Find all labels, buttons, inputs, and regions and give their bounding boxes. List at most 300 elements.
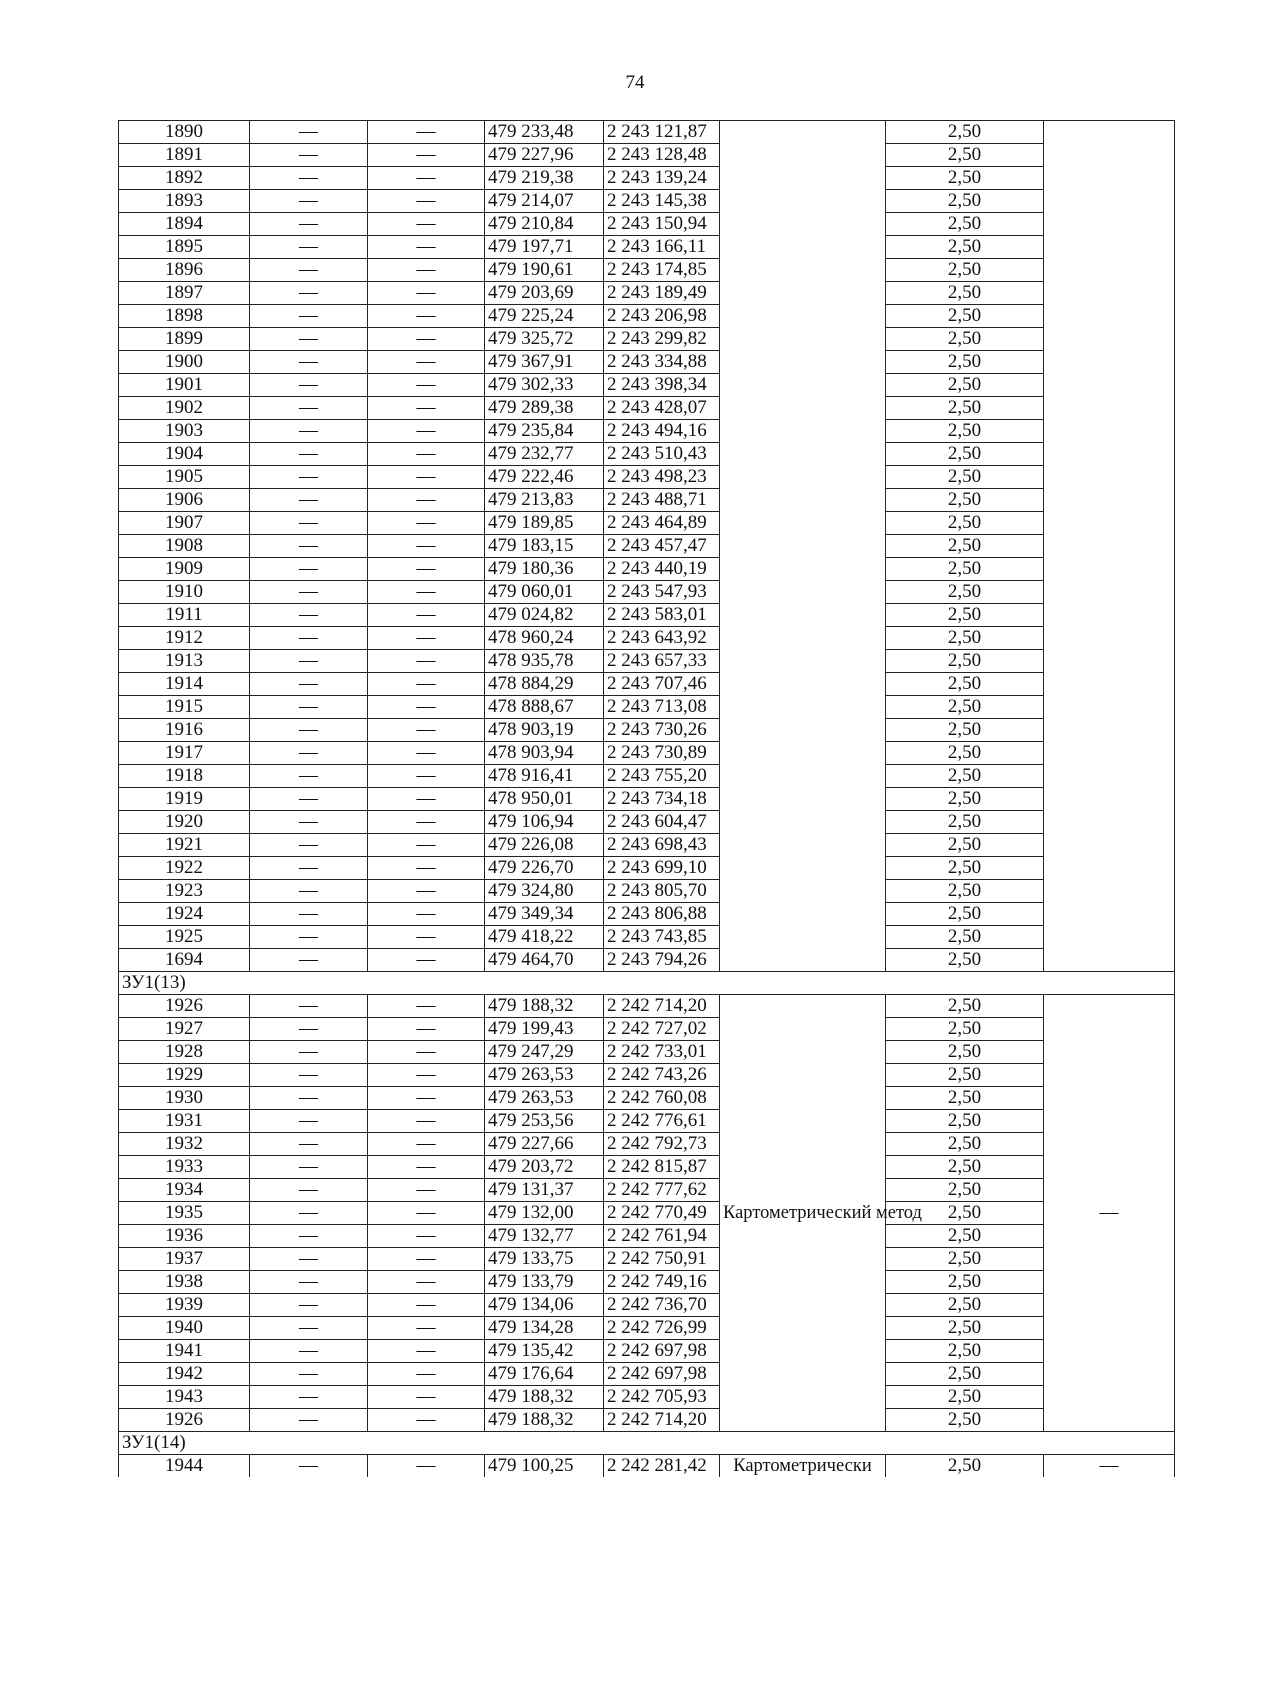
old-y-cell: —	[368, 374, 485, 397]
table-row	[119, 995, 1175, 1018]
old-x-cell: —	[250, 765, 368, 788]
new-y-cell: 2 242 705,93	[604, 1386, 720, 1409]
new-x-cell: 479 263,53	[485, 1087, 604, 1110]
new-y-cell: 2 242 733,01	[604, 1041, 720, 1064]
old-y-cell: —	[368, 144, 485, 167]
new-x-cell: 479 199,43	[485, 1018, 604, 1041]
accuracy-cell: 2,50	[886, 1202, 1044, 1225]
old-x-cell: —	[250, 926, 368, 949]
old-x-cell: —	[250, 811, 368, 834]
new-x-cell: 479 253,56	[485, 1110, 604, 1133]
old-x-cell: —	[250, 696, 368, 719]
new-x-cell: 479 203,72	[485, 1156, 604, 1179]
point-number-cell: 1920	[119, 811, 250, 834]
old-x-cell: —	[250, 558, 368, 581]
accuracy-cell: 2,50	[886, 489, 1044, 512]
table-row	[119, 397, 1175, 420]
new-y-cell: 2 243 698,43	[604, 834, 720, 857]
old-y-cell: —	[368, 236, 485, 259]
point-number-cell: 1926	[119, 995, 250, 1018]
old-y-cell: —	[368, 1248, 485, 1271]
old-y-cell: —	[368, 1225, 485, 1248]
new-y-cell: 2 242 749,16	[604, 1271, 720, 1294]
new-y-cell: 2 243 699,10	[604, 857, 720, 880]
old-y-cell: —	[368, 1317, 485, 1340]
point-number-cell: 1907	[119, 512, 250, 535]
old-y-cell: —	[368, 673, 485, 696]
new-y-cell: 2 242 776,61	[604, 1110, 720, 1133]
table-row	[119, 213, 1175, 236]
old-x-cell: —	[250, 1294, 368, 1317]
note-cell	[1044, 121, 1175, 972]
old-x-cell: —	[250, 1363, 368, 1386]
point-number-cell: 1928	[119, 1041, 250, 1064]
old-y-cell: —	[368, 1064, 485, 1087]
point-number-cell: 1941	[119, 1340, 250, 1363]
accuracy-cell: 2,50	[886, 719, 1044, 742]
new-y-cell: 2 243 604,47	[604, 811, 720, 834]
accuracy-cell: 2,50	[886, 995, 1044, 1018]
point-number-cell: 1921	[119, 834, 250, 857]
old-x-cell: —	[250, 213, 368, 236]
table-row	[119, 512, 1175, 535]
accuracy-cell: 2,50	[886, 1087, 1044, 1110]
new-x-cell: 479 024,82	[485, 604, 604, 627]
old-y-cell: —	[368, 1179, 485, 1202]
old-y-cell: —	[368, 926, 485, 949]
table-row	[119, 1202, 1175, 1225]
old-y-cell: —	[368, 512, 485, 535]
point-number-cell: 1936	[119, 1225, 250, 1248]
new-x-cell: 479 227,96	[485, 144, 604, 167]
accuracy-cell: 2,50	[886, 926, 1044, 949]
table-row	[119, 1133, 1175, 1156]
old-y-cell: —	[368, 788, 485, 811]
new-y-cell: 2 243 299,82	[604, 328, 720, 351]
old-y-cell: —	[368, 259, 485, 282]
table-row	[119, 535, 1175, 558]
accuracy-cell: 2,50	[886, 420, 1044, 443]
table-row	[119, 857, 1175, 880]
point-number-cell: 1906	[119, 489, 250, 512]
old-x-cell: —	[250, 742, 368, 765]
accuracy-cell: 2,50	[886, 1455, 1044, 1478]
new-x-cell: 479 135,42	[485, 1340, 604, 1363]
new-x-cell: 478 888,67	[485, 696, 604, 719]
old-y-cell: —	[368, 834, 485, 857]
table-row	[119, 1363, 1175, 1386]
old-y-cell: —	[368, 1386, 485, 1409]
old-y-cell: —	[368, 443, 485, 466]
old-x-cell: —	[250, 903, 368, 926]
accuracy-cell: 2,50	[886, 328, 1044, 351]
point-number-cell: 1911	[119, 604, 250, 627]
table-row	[119, 1271, 1175, 1294]
point-number-cell: 1891	[119, 144, 250, 167]
old-y-cell: —	[368, 995, 485, 1018]
new-x-cell: 479 233,48	[485, 121, 604, 144]
accuracy-cell: 2,50	[886, 765, 1044, 788]
old-y-cell: —	[368, 420, 485, 443]
old-y-cell: —	[368, 1294, 485, 1317]
table-row	[119, 328, 1175, 351]
accuracy-cell: 2,50	[886, 1386, 1044, 1409]
new-x-cell: 479 418,22	[485, 926, 604, 949]
new-y-cell: 2 243 121,87	[604, 121, 720, 144]
new-x-cell: 479 188,32	[485, 1409, 604, 1432]
point-number-cell: 1922	[119, 857, 250, 880]
old-x-cell: —	[250, 397, 368, 420]
old-x-cell: —	[250, 1202, 368, 1225]
new-y-cell: 2 243 657,33	[604, 650, 720, 673]
new-y-cell: 2 243 174,85	[604, 259, 720, 282]
new-x-cell: 479 132,00	[485, 1202, 604, 1225]
old-x-cell: —	[250, 466, 368, 489]
table-row	[119, 1087, 1175, 1110]
old-x-cell: —	[250, 673, 368, 696]
old-x-cell: —	[250, 305, 368, 328]
section-label: ЗУ1(13)	[119, 972, 1175, 995]
page-number: 74	[625, 72, 645, 93]
accuracy-cell: 2,50	[886, 466, 1044, 489]
new-y-cell: 2 243 334,88	[604, 351, 720, 374]
table-row	[119, 374, 1175, 397]
point-number-cell: 1943	[119, 1386, 250, 1409]
old-x-cell: —	[250, 1248, 368, 1271]
accuracy-cell: 2,50	[886, 305, 1044, 328]
old-x-cell: —	[250, 1018, 368, 1041]
accuracy-cell: 2,50	[886, 857, 1044, 880]
table-row	[119, 420, 1175, 443]
accuracy-cell: 2,50	[886, 1340, 1044, 1363]
old-y-cell: —	[368, 949, 485, 972]
table-row	[119, 1156, 1175, 1179]
accuracy-cell: 2,50	[886, 535, 1044, 558]
section-row	[119, 972, 1175, 995]
old-x-cell: —	[250, 535, 368, 558]
table-row	[119, 190, 1175, 213]
old-x-cell: —	[250, 604, 368, 627]
old-x-cell: —	[250, 1409, 368, 1432]
point-number-cell: 1940	[119, 1317, 250, 1340]
old-y-cell: —	[368, 1087, 485, 1110]
table-row	[119, 167, 1175, 190]
accuracy-cell: 2,50	[886, 696, 1044, 719]
new-x-cell: 479 247,29	[485, 1041, 604, 1064]
new-y-cell: 2 242 815,87	[604, 1156, 720, 1179]
accuracy-cell: 2,50	[886, 443, 1044, 466]
method-cell: Картометрический метод	[720, 995, 886, 1432]
new-y-cell: 2 243 145,38	[604, 190, 720, 213]
accuracy-cell: 2,50	[886, 374, 1044, 397]
new-x-cell: 479 219,38	[485, 167, 604, 190]
new-x-cell: 479 227,66	[485, 1133, 604, 1156]
point-number-cell: 1908	[119, 535, 250, 558]
old-y-cell: —	[368, 1041, 485, 1064]
new-y-cell: 2 242 697,98	[604, 1363, 720, 1386]
new-x-cell: 479 226,08	[485, 834, 604, 857]
new-x-cell: 478 903,19	[485, 719, 604, 742]
old-y-cell: —	[368, 489, 485, 512]
old-x-cell: —	[250, 627, 368, 650]
accuracy-cell: 2,50	[886, 1294, 1044, 1317]
table-row	[119, 1179, 1175, 1202]
old-x-cell: —	[250, 834, 368, 857]
table-row	[119, 1294, 1175, 1317]
table-row	[119, 1386, 1175, 1409]
new-y-cell: 2 243 755,20	[604, 765, 720, 788]
old-y-cell: —	[368, 696, 485, 719]
point-number-cell: 1897	[119, 282, 250, 305]
new-y-cell: 2 243 398,34	[604, 374, 720, 397]
new-x-cell: 478 950,01	[485, 788, 604, 811]
point-number-cell: 1937	[119, 1248, 250, 1271]
method-cell	[720, 121, 886, 972]
point-number-cell: 1900	[119, 351, 250, 374]
new-x-cell: 479 133,79	[485, 1271, 604, 1294]
new-y-cell: 2 243 189,49	[604, 282, 720, 305]
old-y-cell: —	[368, 1340, 485, 1363]
new-x-cell: 479 232,77	[485, 443, 604, 466]
accuracy-cell: 2,50	[886, 903, 1044, 926]
accuracy-cell: 2,50	[886, 1156, 1044, 1179]
table-row	[119, 788, 1175, 811]
new-y-cell: 2 243 743,85	[604, 926, 720, 949]
point-number-cell: 1910	[119, 581, 250, 604]
point-number-cell: 1919	[119, 788, 250, 811]
new-y-cell: 2 243 488,71	[604, 489, 720, 512]
table-row	[119, 650, 1175, 673]
table-row	[119, 765, 1175, 788]
old-y-cell: —	[368, 1409, 485, 1432]
old-y-cell: —	[368, 880, 485, 903]
table-row	[119, 466, 1175, 489]
point-number-cell: 1933	[119, 1156, 250, 1179]
new-y-cell: 2 243 440,19	[604, 558, 720, 581]
accuracy-cell: 2,50	[886, 811, 1044, 834]
new-x-cell: 479 302,33	[485, 374, 604, 397]
new-y-cell: 2 243 707,46	[604, 673, 720, 696]
point-number-cell: 1898	[119, 305, 250, 328]
accuracy-cell: 2,50	[886, 397, 1044, 420]
old-x-cell: —	[250, 1271, 368, 1294]
new-y-cell: 2 242 770,49	[604, 1202, 720, 1225]
new-y-cell: 2 242 736,70	[604, 1294, 720, 1317]
point-number-cell: 1896	[119, 259, 250, 282]
new-x-cell: 479 235,84	[485, 420, 604, 443]
accuracy-cell: 2,50	[886, 650, 1044, 673]
table-row	[119, 673, 1175, 696]
point-number-cell: 1892	[119, 167, 250, 190]
new-x-cell: 478 935,78	[485, 650, 604, 673]
new-y-cell: 2 242 726,99	[604, 1317, 720, 1340]
point-number-cell: 1890	[119, 121, 250, 144]
old-x-cell: —	[250, 1133, 368, 1156]
new-y-cell: 2 242 760,08	[604, 1087, 720, 1110]
point-number-cell: 1930	[119, 1087, 250, 1110]
new-y-cell: 2 242 777,62	[604, 1179, 720, 1202]
new-x-cell: 479 203,69	[485, 282, 604, 305]
old-x-cell: —	[250, 857, 368, 880]
accuracy-cell: 2,50	[886, 167, 1044, 190]
new-y-cell: 2 242 714,20	[604, 995, 720, 1018]
old-y-cell: —	[368, 351, 485, 374]
accuracy-cell: 2,50	[886, 144, 1044, 167]
new-y-cell: 2 243 457,47	[604, 535, 720, 558]
old-x-cell: —	[250, 167, 368, 190]
table-row	[119, 604, 1175, 627]
point-number-cell: 1914	[119, 673, 250, 696]
table-row	[119, 1340, 1175, 1363]
accuracy-cell: 2,50	[886, 190, 1044, 213]
new-y-cell: 2 243 428,07	[604, 397, 720, 420]
point-number-cell: 1893	[119, 190, 250, 213]
table-row	[119, 1225, 1175, 1248]
accuracy-cell: 2,50	[886, 742, 1044, 765]
new-y-cell: 2 243 806,88	[604, 903, 720, 926]
accuracy-cell: 2,50	[886, 1041, 1044, 1064]
new-y-cell: 2 243 166,11	[604, 236, 720, 259]
new-x-cell: 479 464,70	[485, 949, 604, 972]
table-row	[119, 1409, 1175, 1432]
point-number-cell: 1925	[119, 926, 250, 949]
new-x-cell: 479 180,36	[485, 558, 604, 581]
new-x-cell: 479 325,72	[485, 328, 604, 351]
new-x-cell: 478 903,94	[485, 742, 604, 765]
new-x-cell: 479 263,53	[485, 1064, 604, 1087]
new-y-cell: 2 242 281,42	[604, 1455, 720, 1478]
point-number-cell: 1929	[119, 1064, 250, 1087]
accuracy-cell: 2,50	[886, 834, 1044, 857]
old-x-cell: —	[250, 1455, 368, 1478]
old-y-cell: —	[368, 650, 485, 673]
new-y-cell: 2 243 547,93	[604, 581, 720, 604]
new-x-cell: 478 884,29	[485, 673, 604, 696]
old-x-cell: —	[250, 1041, 368, 1064]
table-row	[119, 351, 1175, 374]
new-x-cell: 479 132,77	[485, 1225, 604, 1248]
table-row	[119, 1110, 1175, 1133]
point-number-cell: 1894	[119, 213, 250, 236]
old-x-cell: —	[250, 236, 368, 259]
accuracy-cell: 2,50	[886, 949, 1044, 972]
old-x-cell: —	[250, 1110, 368, 1133]
new-y-cell: 2 243 150,94	[604, 213, 720, 236]
old-x-cell: —	[250, 328, 368, 351]
table-row	[119, 1064, 1175, 1087]
new-x-cell: 479 134,28	[485, 1317, 604, 1340]
old-x-cell: —	[250, 1064, 368, 1087]
old-x-cell: —	[250, 1087, 368, 1110]
table-row	[119, 558, 1175, 581]
new-y-cell: 2 242 714,20	[604, 1409, 720, 1432]
new-x-cell: 479 214,07	[485, 190, 604, 213]
new-y-cell: 2 242 727,02	[604, 1018, 720, 1041]
accuracy-cell: 2,50	[886, 1018, 1044, 1041]
old-y-cell: —	[368, 328, 485, 351]
section-label: ЗУ1(14)	[119, 1432, 1175, 1455]
old-y-cell: —	[368, 1363, 485, 1386]
new-y-cell: 2 242 761,94	[604, 1225, 720, 1248]
old-y-cell: —	[368, 1110, 485, 1133]
point-number-cell: 1912	[119, 627, 250, 650]
point-number-cell: 1901	[119, 374, 250, 397]
point-number-cell: 1932	[119, 1133, 250, 1156]
accuracy-cell: 2,50	[886, 1133, 1044, 1156]
point-number-cell: 1942	[119, 1363, 250, 1386]
new-x-cell: 479 197,71	[485, 236, 604, 259]
new-y-cell: 2 243 730,26	[604, 719, 720, 742]
point-number-cell: 1927	[119, 1018, 250, 1041]
old-x-cell: —	[250, 374, 368, 397]
old-y-cell: —	[368, 604, 485, 627]
old-y-cell: —	[368, 558, 485, 581]
new-y-cell: 2 243 583,01	[604, 604, 720, 627]
old-y-cell: —	[368, 1156, 485, 1179]
point-number-cell: 1934	[119, 1179, 250, 1202]
new-y-cell: 2 243 206,98	[604, 305, 720, 328]
old-y-cell: —	[368, 581, 485, 604]
old-y-cell: —	[368, 282, 485, 305]
old-y-cell: —	[368, 305, 485, 328]
accuracy-cell: 2,50	[886, 788, 1044, 811]
table-row	[119, 121, 1175, 144]
new-x-cell: 478 960,24	[485, 627, 604, 650]
point-number-cell: 1899	[119, 328, 250, 351]
new-x-cell: 479 349,34	[485, 903, 604, 926]
old-y-cell: —	[368, 1133, 485, 1156]
accuracy-cell: 2,50	[886, 880, 1044, 903]
table-row	[119, 742, 1175, 765]
new-x-cell: 479 188,32	[485, 1386, 604, 1409]
point-number-cell: 1931	[119, 1110, 250, 1133]
point-number-cell: 1903	[119, 420, 250, 443]
new-x-cell: 479 189,85	[485, 512, 604, 535]
old-y-cell: —	[368, 719, 485, 742]
new-x-cell: 479 213,83	[485, 489, 604, 512]
old-x-cell: —	[250, 1340, 368, 1363]
new-y-cell: 2 242 697,98	[604, 1340, 720, 1363]
new-x-cell: 479 131,37	[485, 1179, 604, 1202]
table-row	[119, 1317, 1175, 1340]
old-y-cell: —	[368, 1271, 485, 1294]
new-x-cell: 479 133,75	[485, 1248, 604, 1271]
point-number-cell: 1935	[119, 1202, 250, 1225]
table-row	[119, 834, 1175, 857]
point-number-cell: 1944	[119, 1455, 250, 1478]
point-number-cell: 1905	[119, 466, 250, 489]
old-y-cell: —	[368, 1018, 485, 1041]
old-y-cell: —	[368, 627, 485, 650]
old-x-cell: —	[250, 420, 368, 443]
new-y-cell: 2 242 743,26	[604, 1064, 720, 1087]
new-x-cell: 479 222,46	[485, 466, 604, 489]
table-row	[119, 926, 1175, 949]
old-y-cell: —	[368, 190, 485, 213]
new-y-cell: 2 243 139,24	[604, 167, 720, 190]
new-y-cell: 2 243 643,92	[604, 627, 720, 650]
table-row	[119, 581, 1175, 604]
old-x-cell: —	[250, 351, 368, 374]
new-y-cell: 2 242 750,91	[604, 1248, 720, 1271]
table-row	[119, 719, 1175, 742]
new-y-cell: 2 243 730,89	[604, 742, 720, 765]
table-row	[119, 903, 1175, 926]
point-number-cell: 1917	[119, 742, 250, 765]
accuracy-cell: 2,50	[886, 627, 1044, 650]
note-cell: —	[1044, 1455, 1175, 1478]
new-x-cell: 479 106,94	[485, 811, 604, 834]
